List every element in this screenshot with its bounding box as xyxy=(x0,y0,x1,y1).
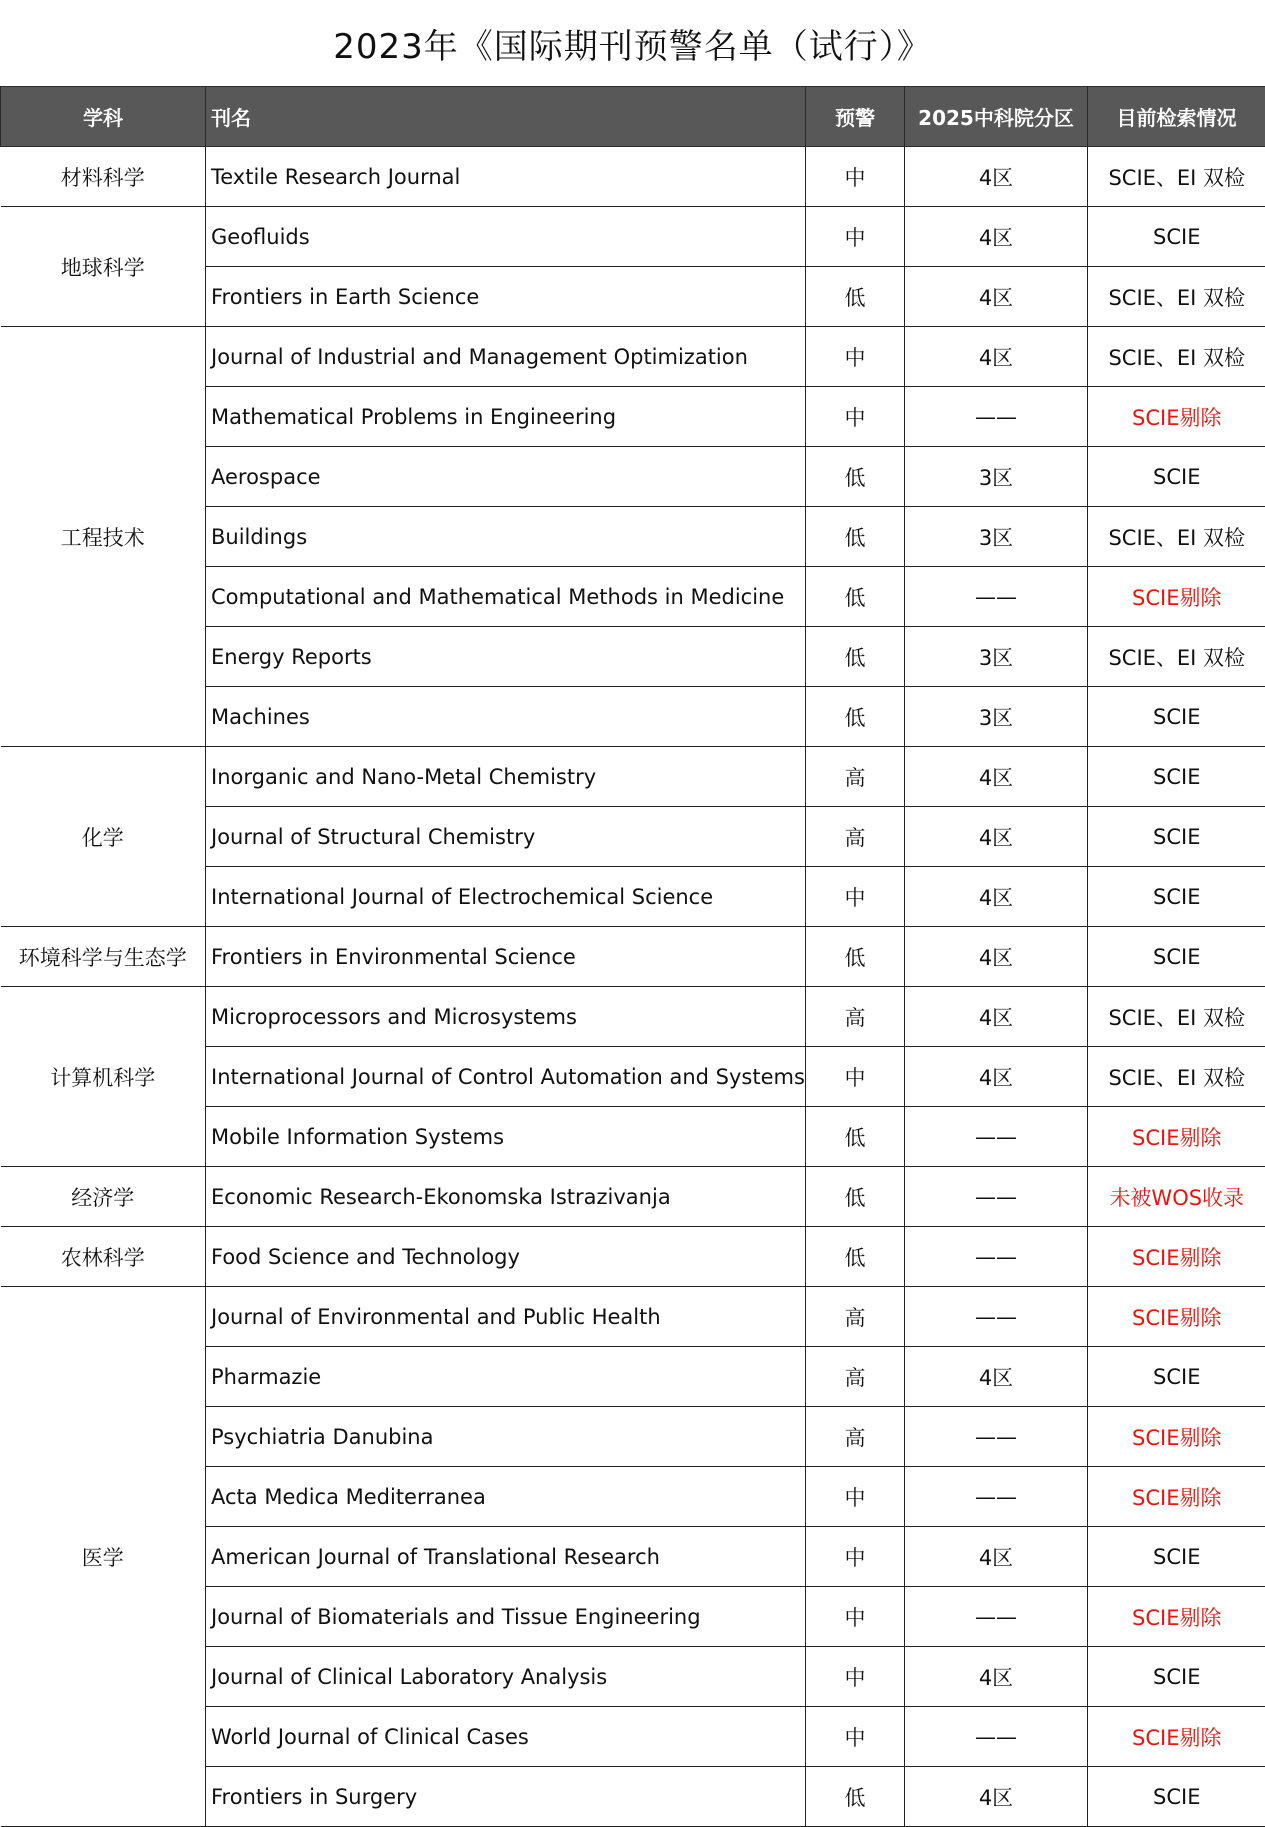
cas-zone-cell: 4区 xyxy=(905,207,1088,267)
cas-zone-cell: —— xyxy=(905,567,1088,627)
index-status-cell: SCIE xyxy=(1088,1767,1265,1827)
warning-level-cell: 高 xyxy=(806,987,905,1047)
journal-name-cell: Acta Medica Mediterranea xyxy=(206,1467,806,1527)
journal-name-cell: Mathematical Problems in Engineering xyxy=(206,387,806,447)
journal-name-cell: Aerospace xyxy=(206,447,806,507)
cas-zone-cell: 4区 xyxy=(905,927,1088,987)
header-warning[interactable]: 预警 xyxy=(806,87,905,147)
index-status-cell: SCIE、EI 双检 xyxy=(1088,267,1265,327)
cas-zone-cell: 4区 xyxy=(905,1527,1088,1587)
journal-name-cell: Machines xyxy=(206,687,806,747)
cas-zone-cell: 4区 xyxy=(905,987,1088,1047)
journal-name-cell: Frontiers in Earth Science xyxy=(206,267,806,327)
warning-level-cell: 低 xyxy=(806,1767,905,1827)
index-status-cell: SCIE xyxy=(1088,207,1265,267)
header-subject[interactable]: 学科 xyxy=(1,87,206,147)
index-status-cell: SCIE xyxy=(1088,687,1265,747)
subject-cell: 经济学 xyxy=(1,1167,206,1227)
table-row[interactable] xyxy=(1,1287,1265,1347)
journal-name-cell: Inorganic and Nano-Metal Chemistry xyxy=(206,747,806,807)
warning-level-cell: 低 xyxy=(806,1227,905,1287)
index-status-cell: SCIE剔除 xyxy=(1088,387,1265,447)
index-status-cell: SCIE xyxy=(1088,1527,1265,1587)
cas-zone-cell: —— xyxy=(905,1107,1088,1167)
index-status-cell: SCIE、EI 双检 xyxy=(1088,147,1265,207)
subject-cell: 环境科学与生态学 xyxy=(1,927,206,987)
table-header-row xyxy=(1,87,1265,147)
cas-zone-cell: 4区 xyxy=(905,747,1088,807)
header-zone[interactable]: 2025中科院分区 xyxy=(905,87,1088,147)
cas-zone-cell: 4区 xyxy=(905,327,1088,387)
index-status-cell: SCIE剔除 xyxy=(1088,1587,1265,1647)
index-status-cell: SCIE、EI 双检 xyxy=(1088,987,1265,1047)
journal-name-cell: Pharmazie xyxy=(206,1347,806,1407)
journal-name-cell: Journal of Clinical Laboratory Analysis xyxy=(206,1647,806,1707)
warning-level-cell: 低 xyxy=(806,927,905,987)
warning-level-cell: 低 xyxy=(806,1167,905,1227)
index-status-cell: 未被WOS收录 xyxy=(1088,1167,1265,1227)
warning-level-cell: 中 xyxy=(806,207,905,267)
table-row[interactable] xyxy=(1,987,1265,1047)
subject-cell: 地球科学 xyxy=(1,207,206,327)
cas-zone-cell: 4区 xyxy=(905,1767,1088,1827)
journal-warning-table xyxy=(0,86,1265,1827)
index-status-cell: SCIE xyxy=(1088,807,1265,867)
warning-level-cell: 高 xyxy=(806,1407,905,1467)
index-status-cell: SCIE xyxy=(1088,1347,1265,1407)
table-body xyxy=(1,147,1265,1827)
index-status-cell: SCIE剔除 xyxy=(1088,1227,1265,1287)
journal-name-cell: Economic Research-Ekonomska Istrazivanja xyxy=(206,1167,806,1227)
journal-name-cell: Computational and Mathematical Methods in Medicine xyxy=(206,567,806,627)
cas-zone-cell: —— xyxy=(905,1227,1088,1287)
warning-level-cell: 高 xyxy=(806,1347,905,1407)
warning-level-cell: 低 xyxy=(806,627,905,687)
index-status-cell: SCIE剔除 xyxy=(1088,1107,1265,1167)
warning-level-cell: 高 xyxy=(806,1287,905,1347)
warning-level-cell: 高 xyxy=(806,747,905,807)
warning-level-cell: 中 xyxy=(806,1587,905,1647)
index-status-cell: SCIE剔除 xyxy=(1088,1287,1265,1347)
table-row[interactable] xyxy=(1,1167,1265,1227)
cas-zone-cell: —— xyxy=(905,1287,1088,1347)
index-status-cell: SCIE xyxy=(1088,867,1265,927)
cas-zone-cell: 4区 xyxy=(905,267,1088,327)
journal-name-cell: Journal of Structural Chemistry xyxy=(206,807,806,867)
cas-zone-cell: 4区 xyxy=(905,1647,1088,1707)
index-status-cell: SCIE xyxy=(1088,747,1265,807)
cas-zone-cell: —— xyxy=(905,1467,1088,1527)
cas-zone-cell: —— xyxy=(905,1167,1088,1227)
cas-zone-cell: 3区 xyxy=(905,447,1088,507)
journal-name-cell: Frontiers in Environmental Science xyxy=(206,927,806,987)
index-status-cell: SCIE、EI 双检 xyxy=(1088,1047,1265,1107)
table-row[interactable] xyxy=(1,207,1265,267)
journal-name-cell: Microprocessors and Microsystems xyxy=(206,987,806,1047)
journal-name-cell: Mobile Information Systems xyxy=(206,1107,806,1167)
index-status-cell: SCIE xyxy=(1088,1647,1265,1707)
warning-level-cell: 中 xyxy=(806,1647,905,1707)
warning-level-cell: 低 xyxy=(806,267,905,327)
cas-zone-cell: —— xyxy=(905,1587,1088,1647)
warning-level-cell: 中 xyxy=(806,1707,905,1767)
table-row[interactable] xyxy=(1,147,1265,207)
warning-level-cell: 低 xyxy=(806,1107,905,1167)
index-status-cell: SCIE xyxy=(1088,447,1265,507)
journal-name-cell: International Journal of Control Automation and Systems xyxy=(206,1047,806,1107)
subject-cell: 工程技术 xyxy=(1,327,206,747)
subject-cell: 材料科学 xyxy=(1,147,206,207)
table-row[interactable] xyxy=(1,1227,1265,1287)
cas-zone-cell: 4区 xyxy=(905,147,1088,207)
journal-name-cell: Frontiers in Surgery xyxy=(206,1767,806,1827)
subject-cell: 化学 xyxy=(1,747,206,927)
subject-cell: 农林科学 xyxy=(1,1227,206,1287)
index-status-cell: SCIE、EI 双检 xyxy=(1088,507,1265,567)
index-status-cell: SCIE剔除 xyxy=(1088,1707,1265,1767)
warning-level-cell: 中 xyxy=(806,327,905,387)
journal-name-cell: Journal of Environmental and Public Health xyxy=(206,1287,806,1347)
journal-name-cell: Buildings xyxy=(206,507,806,567)
cas-zone-cell: 4区 xyxy=(905,1347,1088,1407)
table-row[interactable] xyxy=(1,327,1265,387)
index-status-cell: SCIE、EI 双检 xyxy=(1088,627,1265,687)
cas-zone-cell: 4区 xyxy=(905,867,1088,927)
cas-zone-cell: 4区 xyxy=(905,807,1088,867)
journal-name-cell: International Journal of Electrochemical Science xyxy=(206,867,806,927)
cas-zone-cell: 3区 xyxy=(905,507,1088,567)
cas-zone-cell: 3区 xyxy=(905,687,1088,747)
subject-cell: 计算机科学 xyxy=(1,987,206,1167)
journal-name-cell: Energy Reports xyxy=(206,627,806,687)
warning-level-cell: 中 xyxy=(806,867,905,927)
journal-name-cell: Journal of Biomaterials and Tissue Engineering xyxy=(206,1587,806,1647)
index-status-cell: SCIE xyxy=(1088,927,1265,987)
index-status-cell: SCIE剔除 xyxy=(1088,1407,1265,1467)
cas-zone-cell: —— xyxy=(905,1407,1088,1467)
page-title: 2023年《国际期刊预警名单（试行）》 xyxy=(333,26,932,67)
header-journal[interactable]: 刊名 xyxy=(206,87,806,147)
table-row[interactable] xyxy=(1,747,1265,807)
warning-level-cell: 中 xyxy=(806,1467,905,1527)
index-status-cell: SCIE剔除 xyxy=(1088,1467,1265,1527)
warning-level-cell: 低 xyxy=(806,507,905,567)
header-status[interactable]: 目前检索情况 xyxy=(1088,87,1265,147)
warning-level-cell: 中 xyxy=(806,1527,905,1587)
warning-level-cell: 中 xyxy=(806,1047,905,1107)
journal-name-cell: Psychiatria Danubina xyxy=(206,1407,806,1467)
warning-level-cell: 低 xyxy=(806,687,905,747)
table-row[interactable] xyxy=(1,927,1265,987)
cas-zone-cell: —— xyxy=(905,1707,1088,1767)
cas-zone-cell: 3区 xyxy=(905,627,1088,687)
warning-level-cell: 低 xyxy=(806,447,905,507)
index-status-cell: SCIE、EI 双检 xyxy=(1088,327,1265,387)
journal-name-cell: World Journal of Clinical Cases xyxy=(206,1707,806,1767)
journal-name-cell: Journal of Industrial and Management Optimization xyxy=(206,327,806,387)
journal-name-cell: Textile Research Journal xyxy=(206,147,806,207)
subject-cell: 医学 xyxy=(1,1287,206,1827)
journal-name-cell: American Journal of Translational Research xyxy=(206,1527,806,1587)
warning-level-cell: 低 xyxy=(806,567,905,627)
cas-zone-cell: 4区 xyxy=(905,1047,1088,1107)
warning-level-cell: 中 xyxy=(806,147,905,207)
journal-name-cell: Food Science and Technology xyxy=(206,1227,806,1287)
warning-level-cell: 高 xyxy=(806,807,905,867)
warning-level-cell: 中 xyxy=(806,387,905,447)
cas-zone-cell: —— xyxy=(905,387,1088,447)
journal-name-cell: Geofluids xyxy=(206,207,806,267)
index-status-cell: SCIE剔除 xyxy=(1088,567,1265,627)
